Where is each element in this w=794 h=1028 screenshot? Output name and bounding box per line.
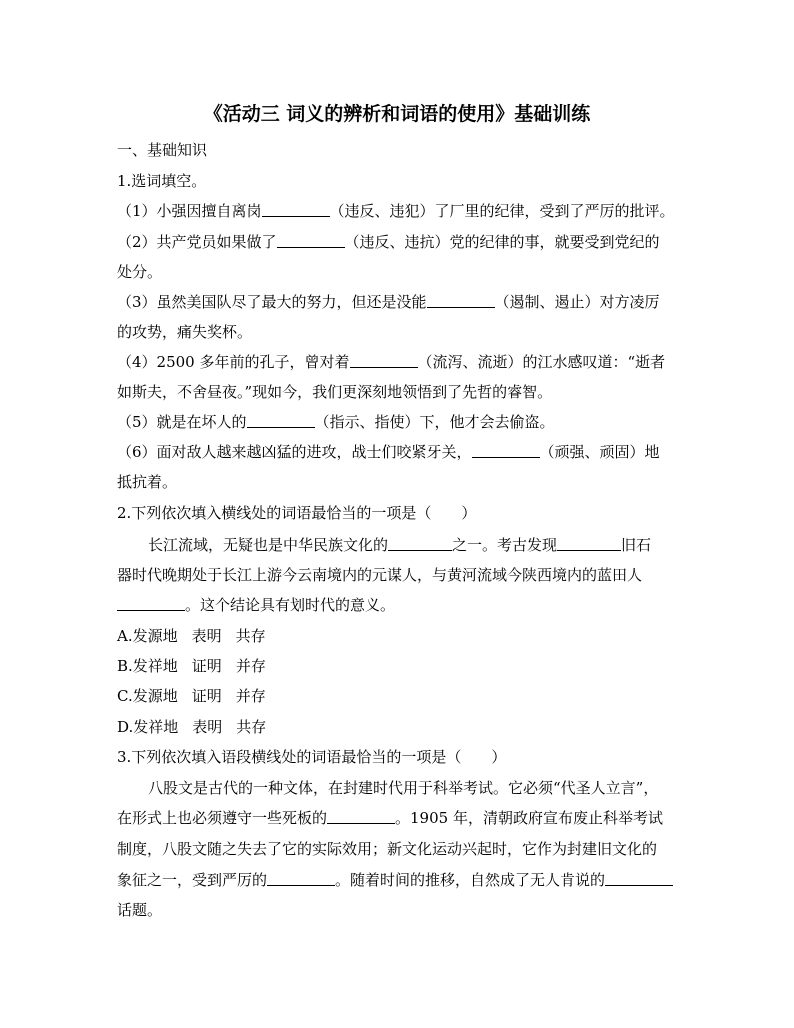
- answer-blank[interactable]: [247, 413, 315, 428]
- q1-item-3-cont: 的攻势，痛失奖杯。: [117, 323, 253, 341]
- q2-option-b[interactable]: B.发祥地 证明 并存: [117, 657, 266, 675]
- answer-blank[interactable]: [388, 536, 452, 551]
- q3-passage-line-5: 话题。: [117, 901, 163, 919]
- answer-blank[interactable]: [267, 871, 335, 886]
- q2-passage-line-1: 长江流域，无疑也是中华民族文化的 之一。考古发现 旧石: [148, 536, 652, 554]
- answer-blank[interactable]: [427, 293, 495, 308]
- q2-stem: 2.下列依次填入横线处的词语最恰当的一项是（ ）: [117, 504, 477, 522]
- q1-item-6: （6）面对敌人越来越凶猛的进攻，战士们咬紧牙关， （顽强、顽固）地: [117, 443, 660, 461]
- q1-item-4-cont: 如斯夫，不舍昼夜。”现如今，我们更深刻地领悟到了先哲的睿智。: [117, 383, 553, 401]
- q2-option-a[interactable]: A.发源地 表明 共存: [117, 627, 266, 645]
- page-title: 《活动三 词义的辨析和词语的使用》基础训练: [203, 103, 591, 125]
- q2-option-c[interactable]: C.发源地 证明 并存: [117, 687, 266, 705]
- answer-blank[interactable]: [472, 443, 540, 458]
- answer-blank[interactable]: [117, 596, 185, 611]
- q3-passage-line-1: 八股文是古代的一种文体，在封建时代用于科举考试。它必须“代圣人立言”，: [148, 779, 659, 797]
- q1-item-2-cont: 处分。: [117, 263, 163, 281]
- q1-item-4: （4）2500 多年前的孔子，曾对着 （流泻、流逝）的江水感叹道：“逝者: [117, 353, 666, 371]
- q1-item-5: （5）就是在坏人的 （指示、指使）下，他才会去偷盗。: [117, 413, 555, 431]
- q1-item-2: （2）共产党员如果做了 （违反、违抗）党的纪律的事，就要受到党纪的: [117, 233, 660, 251]
- q1-item-3: （3）虽然美国队尽了最大的努力，但还是没能 （遏制、遏止）对方凌厉: [117, 293, 660, 311]
- answer-blank[interactable]: [277, 233, 345, 248]
- q3-passage-line-3: 制度，八股文随之失去了它的实际效用；新文化运动兴起时，它作为封建旧文化的: [117, 840, 658, 858]
- q2-passage-line-3: 。这个结论具有划时代的意义。: [117, 595, 692, 615]
- answer-blank[interactable]: [327, 809, 395, 824]
- q3-passage-line-4: 象征之一，受到严厉的 。随着时间的推移，自然成了无人肯说的: [117, 870, 692, 890]
- q2-option-d[interactable]: D.发祥地 表明 共存: [117, 718, 267, 736]
- section-heading: 一、基础知识: [117, 141, 208, 159]
- answer-blank[interactable]: [262, 202, 330, 217]
- answer-blank[interactable]: [557, 536, 621, 551]
- q3-passage-line-2: 在形式上也必须遵守一些死板的 。1905 年，清朝政府宣布废止科举考试: [117, 809, 663, 827]
- q1-stem: 1.选词填空。: [117, 172, 207, 190]
- q3-stem: 3.下列依次填入语段横线处的词语最恰当的一项是（ ）: [117, 748, 507, 766]
- answer-blank[interactable]: [350, 353, 418, 368]
- answer-blank[interactable]: [605, 871, 673, 886]
- q1-item-6-cont: 抵抗着。: [117, 473, 178, 491]
- q1-item-1: （1）小强因擅自离岗 （违反、违犯）了厂里的纪律，受到了严厉的批评。: [117, 202, 675, 220]
- q2-passage-line-2: 器时代晚期处于长江上游今云南境内的元谋人，与黄河流域今陕西境内的蓝田人: [117, 566, 643, 584]
